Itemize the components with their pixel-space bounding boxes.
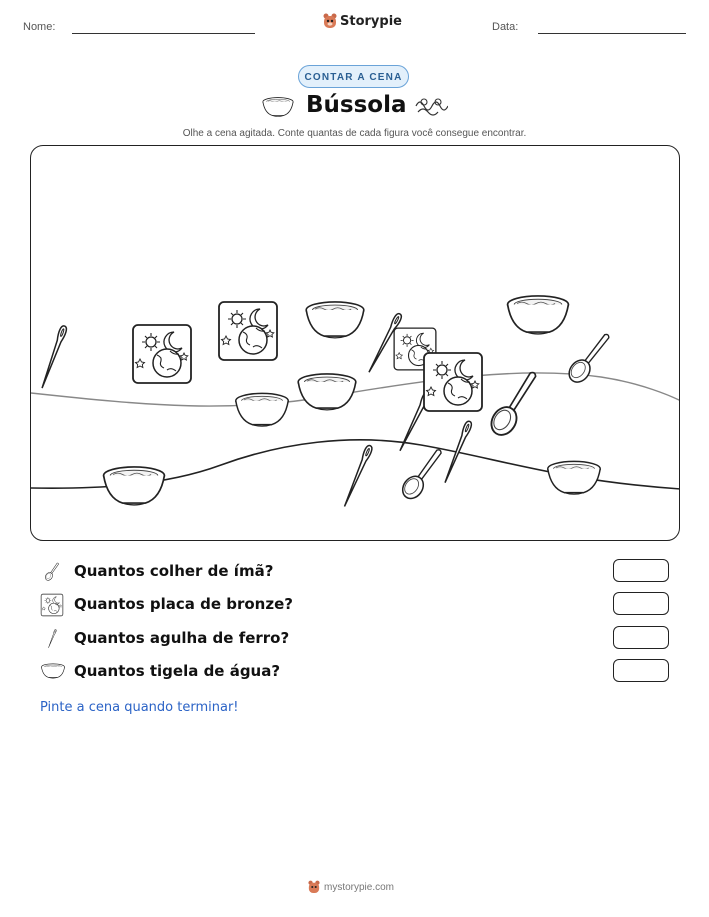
question-row — [40, 559, 670, 585]
bowl-icon — [508, 296, 569, 334]
name-field[interactable] — [72, 33, 255, 34]
answer-box[interactable] — [613, 559, 669, 582]
answer-box[interactable] — [613, 626, 669, 649]
question-text: Quantos agulha de ferro? — [74, 629, 290, 647]
question-row — [40, 592, 670, 618]
needle-icon — [341, 444, 373, 507]
coloring-note: Pinte a cena quando terminar! — [40, 700, 239, 715]
bowl-icon — [40, 662, 66, 680]
storypie-mascot-icon — [323, 13, 337, 29]
needle-icon — [40, 627, 64, 651]
question-row — [40, 626, 670, 652]
date-field[interactable] — [538, 33, 686, 34]
plate-icon — [40, 593, 64, 617]
date-label: Data: — [492, 21, 519, 33]
counting-scene[interactable] — [30, 145, 680, 541]
name-label: Nome: — [23, 21, 56, 33]
answer-box[interactable] — [613, 659, 669, 682]
answer-box[interactable] — [613, 592, 669, 615]
plate-icon — [424, 353, 482, 411]
plate-icon — [219, 302, 277, 360]
storypie-mascot-icon — [308, 880, 320, 894]
needle-icon — [442, 420, 473, 484]
question-text: Quantos placa de bronze? — [74, 595, 293, 613]
bowl-icon — [236, 393, 288, 426]
site-url: mystorypie.com — [324, 881, 395, 893]
bowl-icon — [548, 461, 600, 494]
question-text: Quantos tigela de água? — [74, 662, 281, 680]
bowl-icon — [261, 96, 295, 118]
plate-icon — [133, 325, 191, 383]
spoon-icon — [486, 367, 543, 440]
spoon-icon — [398, 445, 447, 503]
needle-icon — [39, 325, 68, 389]
bowl-icon — [306, 302, 364, 338]
instructions: Olhe a cena agitada. Conte quantas de cada figura você consegue encontrar. — [182, 128, 527, 139]
compass-doodle-icon — [414, 96, 448, 116]
question-text: Quantos colher de ímã? — [74, 562, 274, 580]
brand-logo — [323, 13, 402, 29]
activity-badge: CONTAR A CENA — [298, 65, 409, 88]
site-footer — [308, 880, 394, 894]
bowl-icon — [104, 467, 165, 505]
spoon-icon — [40, 560, 64, 584]
question-row — [40, 659, 670, 685]
bowl-icon — [298, 374, 356, 410]
page-title: Bússola — [306, 92, 407, 118]
question-list — [40, 559, 670, 699]
brand-name: Storypie — [340, 13, 402, 29]
